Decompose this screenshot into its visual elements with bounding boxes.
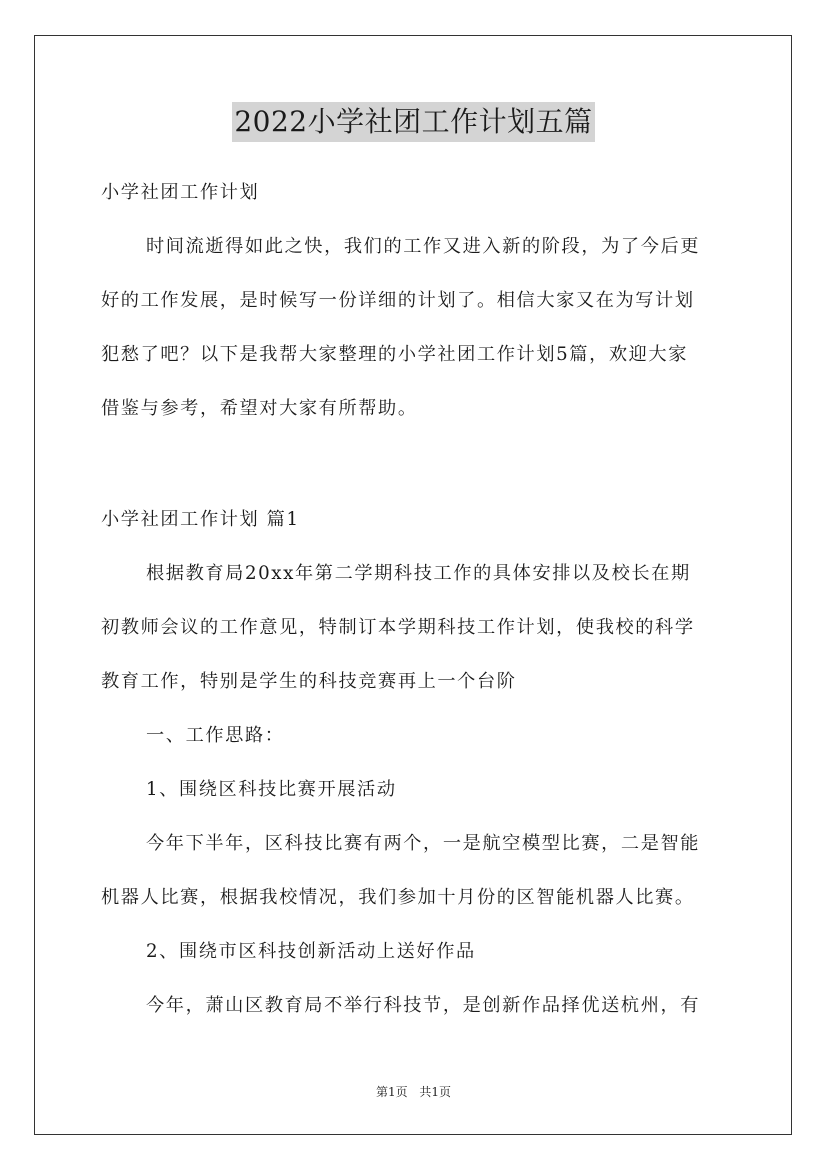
- paragraph-line: 今年下半年，区科技比赛有两个，一是航空模型比赛，二是智能: [146, 833, 701, 854]
- paragraph-line: 教育工作，特别是学生的科技竞赛再上一个台阶: [101, 671, 517, 692]
- paragraph-line: 借鉴与参考，希望对大家有所帮助。: [101, 398, 418, 419]
- paragraph-line: 根据教育局20xx年第二学期科技工作的具体安排以及校长在期: [146, 563, 691, 584]
- paragraph-line: 初教师会议的工作意见，特制订本学期科技工作计划，使我校的科学: [101, 617, 695, 638]
- subheading: 一、工作思路：: [146, 725, 285, 746]
- title-container: [0, 102, 827, 142]
- document-title: 2022小学社团工作计划五篇: [232, 102, 594, 142]
- list-item: 2、围绕市区科技创新活动上送好作品: [146, 941, 476, 962]
- page-footer: [0, 1084, 827, 1100]
- paragraph-line: 今年，萧山区教育局不举行科技节，是创新作品择优送杭州，有: [146, 995, 701, 1016]
- paragraph-line: 时间流逝得如此之快，我们的工作又进入新的阶段，为了今后更: [146, 236, 701, 257]
- paragraph-line: 机器人比赛，根据我校情况，我们参加十月份的区智能机器人比赛。: [101, 887, 695, 908]
- section-heading: 小学社团工作计划 篇1: [101, 509, 300, 530]
- page-total: 共1页: [419, 1085, 452, 1099]
- paragraph-line: 好的工作发展，是时候写一份详细的计划了。相信大家又在为写计划: [101, 290, 695, 311]
- intro-heading: 小学社团工作计划: [101, 182, 260, 203]
- page-number: 第1页: [375, 1085, 408, 1099]
- list-item: 1、围绕区科技比赛开展活动: [146, 779, 397, 800]
- paragraph-line: 犯愁了吧？以下是我帮大家整理的小学社团工作计划5篇，欢迎大家: [101, 344, 689, 365]
